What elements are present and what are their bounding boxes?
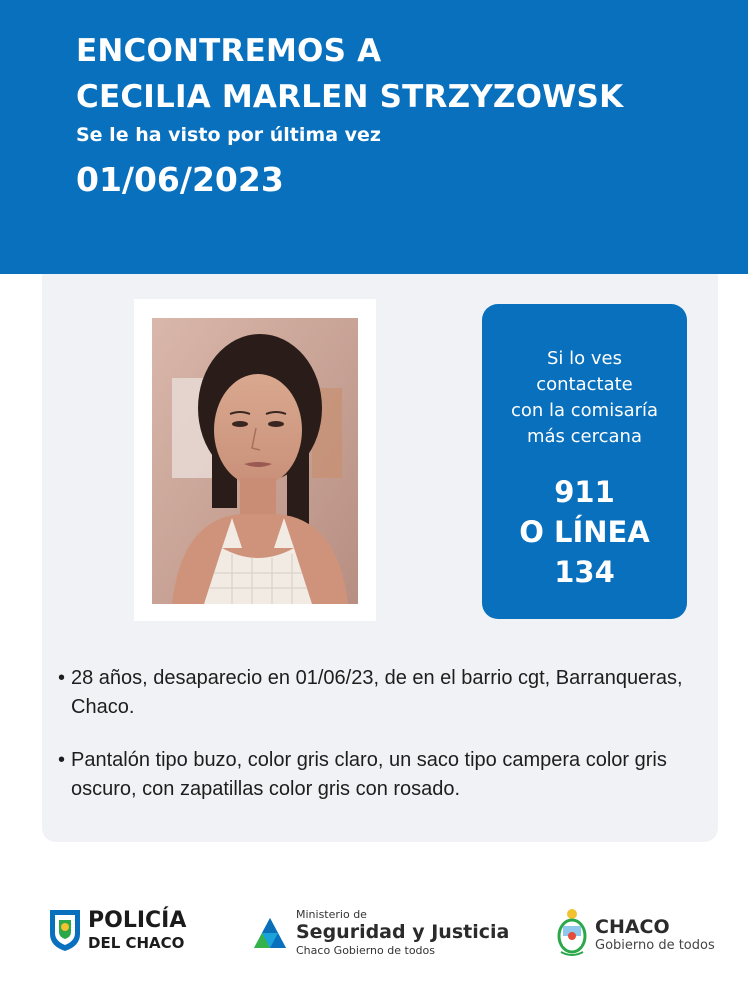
- policia-line-2: DEL CHACO: [88, 934, 185, 952]
- list-item: [58, 746, 708, 804]
- province-seal-icon: [555, 908, 589, 963]
- contact-line-4: más cercana: [526, 426, 642, 447]
- contact-message: [482, 346, 687, 450]
- detail-age-location: 28 años, desaparecio en 01/06/23, de en el barrio cgt, Barranqueras, Chaco.: [71, 667, 683, 718]
- ministerio-line-1: Ministerio de: [296, 908, 367, 921]
- chaco-line-2: Gobierno de todos: [595, 938, 715, 953]
- emergency-numbers: [482, 472, 687, 592]
- contact-line-1: Si lo ves: [547, 348, 622, 369]
- ministerio-line-2: Seguridad y Justicia: [296, 921, 510, 943]
- ministerio-logo: [252, 906, 512, 960]
- contact-line-2: contactate: [536, 374, 633, 395]
- contact-box: [482, 304, 687, 619]
- emergency-number-134: 134: [554, 555, 615, 589]
- policia-line-1: POLICÍA: [88, 908, 187, 933]
- ministerio-line-3: Chaco Gobierno de todos: [296, 944, 435, 957]
- chaco-logo: [555, 906, 725, 962]
- last-seen-date: 01/06/2023: [76, 160, 284, 199]
- triangle-logo-icon: [252, 916, 288, 955]
- list-item: [58, 664, 708, 722]
- title-line-1: ENCONTREMOS A: [76, 33, 382, 69]
- emergency-or-line: O LÍNEA: [519, 515, 650, 549]
- title-line-2: CECILIA MARLEN STRZYZOWSK: [76, 79, 624, 115]
- last-seen-label: Se le ha visto por última vez: [76, 124, 381, 146]
- person-photo: [152, 318, 358, 604]
- emergency-number-911: 911: [554, 475, 615, 509]
- contact-line-3: con la comisaría: [510, 400, 659, 421]
- policia-logo: [48, 906, 198, 956]
- page-title: [76, 28, 736, 120]
- details-list: [58, 664, 708, 828]
- header-banner: [0, 0, 748, 274]
- bullet: •: [58, 667, 66, 689]
- police-shield-icon: [48, 908, 82, 957]
- bullet: •: [58, 749, 66, 771]
- chaco-line-1: CHACO: [595, 916, 670, 938]
- detail-clothing: Pantalón tipo buzo, color gris claro, un saco tipo campera color gris oscuro, con zapatillas color gris con rosado.: [71, 749, 667, 800]
